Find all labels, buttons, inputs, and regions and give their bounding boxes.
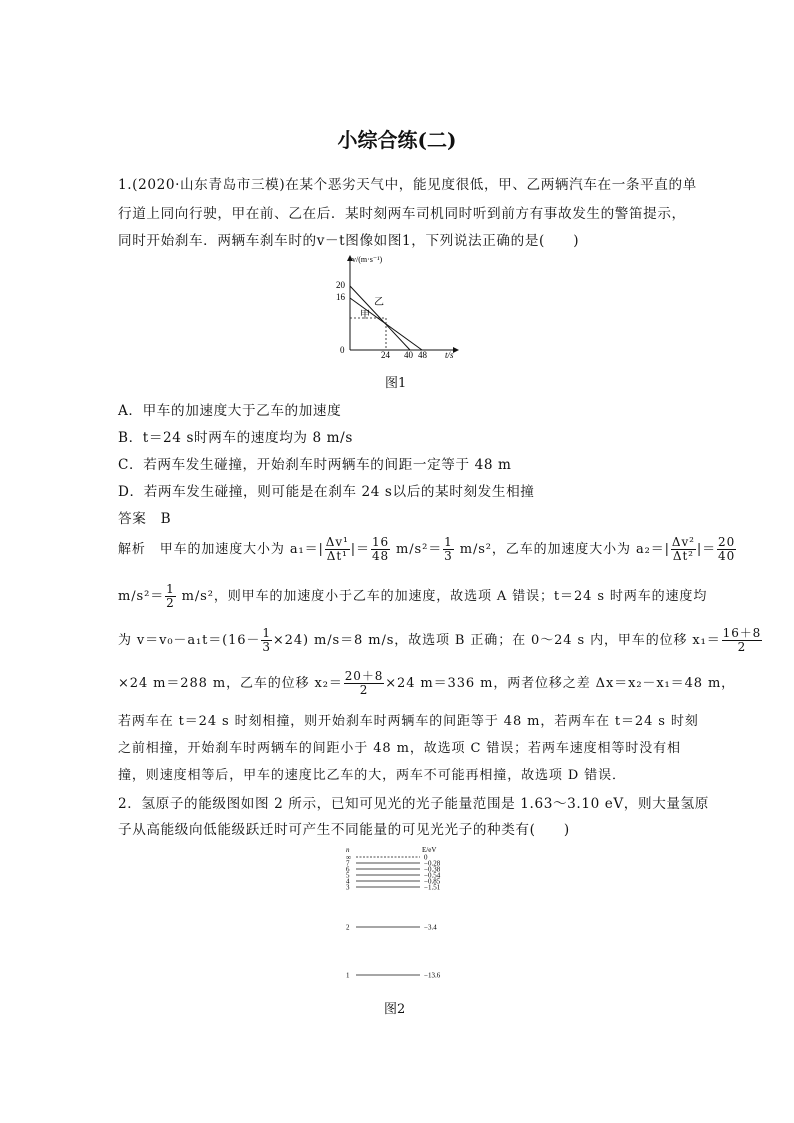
energy-level-e: −0.28 xyxy=(424,859,441,868)
fraction: $\frac{1}{2}$ xyxy=(166,582,175,610)
q1-stem-line-1: 1.(2020·山东青岛市三模)在某个恶劣天气中，能见度很低，甲、乙两辆汽车在一条平直的单 xyxy=(118,177,697,193)
energy-level-e: −13.6 xyxy=(424,971,441,980)
figure-1-caption: 图1 xyxy=(385,376,407,391)
energy-level-n: 7 xyxy=(346,859,350,868)
x-tick-48: 48 xyxy=(418,350,427,360)
q1-option-b: B．t＝24 s时两车的速度均为 8 m/s xyxy=(118,430,353,446)
fraction: $\frac{16}{48}$ xyxy=(371,535,390,563)
energy-level-e: −1.51 xyxy=(424,883,441,892)
analysis-line-3: 为 v＝v₀－a₁t＝(16－ $\frac{1}{3}$ ×24) m/s＝8 m/s，故选项 B 正确；在 0～24 s 内，甲车的位移 x₁＝ $\frac{16+8}{2}$ xyxy=(118,626,762,654)
x-tick-40: 40 xyxy=(404,350,413,360)
x-axis-label: t/s xyxy=(445,350,454,360)
energy-level-e: −0.38 xyxy=(424,865,441,874)
page-title: 小综合练(二) xyxy=(337,128,457,152)
q1-stem-line-3: 同时开始刹车．两辆车刹车时的v－t图像如图1，下列说法正确的是( ) xyxy=(118,233,580,249)
q1-option-d: D．若两车发生碰撞，则可能是在刹车 24 s以后的某时刻发生相撞 xyxy=(118,484,535,500)
x-tick-24: 24 xyxy=(381,350,390,360)
origin-label: 0 xyxy=(340,345,345,355)
energy-level-n: 6 xyxy=(346,865,350,874)
energy-level-n: 3 xyxy=(346,883,350,892)
fraction: $\frac{\text{Δv²}}{\text{Δt²}}$ xyxy=(671,535,695,563)
analysis-line-5: 若两车在 t＝24 s 时刻相撞，则开始刹车时两辆车的间距等于 48 m，若两车在 t＝24 s 时刻 xyxy=(118,714,699,729)
analysis-line-7: 撞，则速度相等后，甲车的速度比乙车的大，两车不可能再相撞，故选项 D 错误． xyxy=(118,768,626,783)
q2-stem-line-2: 子从高能级向低能级跃迁时可产生不同能量的可见光光子的种类有( ) xyxy=(118,822,570,838)
q1-option-a: A．甲车的加速度大于乙车的加速度 xyxy=(118,403,342,419)
fraction: $\frac{1}{3}$ xyxy=(444,535,453,563)
q1-answer: 答案 B xyxy=(118,511,172,527)
fraction: $\frac{1}{3}$ xyxy=(262,626,271,654)
n-label: n xyxy=(346,846,350,854)
fraction: $\frac{\text{Δv¹}}{\text{Δt¹}}$ xyxy=(325,535,349,563)
y-tick-20: 20 xyxy=(336,280,345,290)
analysis-text: 解析 甲车的加速度大小为 a₁＝| xyxy=(118,542,324,557)
fraction: $\frac{16+8}{2}$ xyxy=(722,626,762,654)
analysis-line-2: m/s²＝ $\frac{1}{2}$ m/s²，则甲车的加速度小于乙车的加速度，故选项 A 错误；t＝24 s 时两车的速度均 xyxy=(118,582,708,610)
q1-option-c: C．若两车发生碰撞，开始刹车时两辆车的间距一定等于 48 m xyxy=(118,457,512,473)
q1-stem-line-2: 行道上同向行驶，甲在前、乙在后．某时刻两车司机同时听到前方有事故发生的警笛提示， xyxy=(118,206,686,222)
analysis-line-6: 之前相撞，开始刹车时两辆车的间距小于 48 m，故选项 C 错误；若两车速度相等时没有相 xyxy=(118,741,681,756)
figure-2-energy-levels xyxy=(340,842,450,987)
energy-level-n: 4 xyxy=(346,877,350,886)
y-axis-label: v/(m·s⁻¹) xyxy=(352,255,383,264)
energy-level-e: −0.54 xyxy=(424,871,441,880)
fraction: $\frac{20+8}{2}$ xyxy=(344,669,384,697)
y-tick-16: 16 xyxy=(336,292,345,302)
analysis-line-4: ×24 m＝288 m，乙车的位移 x₂＝ $\frac{20+8}{2}$ ×24 m＝336 m，两者位移之差 Δx＝x₂－x₁＝48 m， xyxy=(118,669,736,697)
figure-2-caption: 图2 xyxy=(384,1002,406,1017)
label-jia: 甲 xyxy=(360,310,370,321)
energy-level-n: 2 xyxy=(346,923,350,932)
energy-level-n: ∞ xyxy=(346,853,351,862)
figure-1-vt-graph xyxy=(330,252,470,362)
q2-stem-line-1: 2．氢原子的能级图如图 2 所示，已知可见光的光子能量范围是 1.63～3.10 eV，则大量氢原 xyxy=(118,796,709,812)
energy-level-n: 1 xyxy=(346,971,350,980)
fraction: $\frac{20}{40}$ xyxy=(718,535,736,563)
energy-level-e: 0 xyxy=(424,853,428,862)
energy-level-e: −0.85 xyxy=(424,877,441,886)
levels-group xyxy=(346,854,441,980)
analysis-line-1: 解析 甲车的加速度大小为 a₁＝| $\frac{\text{Δv¹}}{\text{Δt¹}}$ |＝ $\frac{16}{48}$ m/s²＝ $\frac{1}{3}$ m/s²，乙车的加速度大小为 a₂＝| $\frac{\text{Δv²}}{\text{Δt²}}$ |＝ $\frac{20}{40}$ xyxy=(118,535,736,563)
energy-level-e: −3.4 xyxy=(424,923,437,932)
label-yi: 乙 xyxy=(374,297,384,308)
energy-level-n: 5 xyxy=(346,871,350,880)
e-label: E/eV xyxy=(422,846,437,854)
